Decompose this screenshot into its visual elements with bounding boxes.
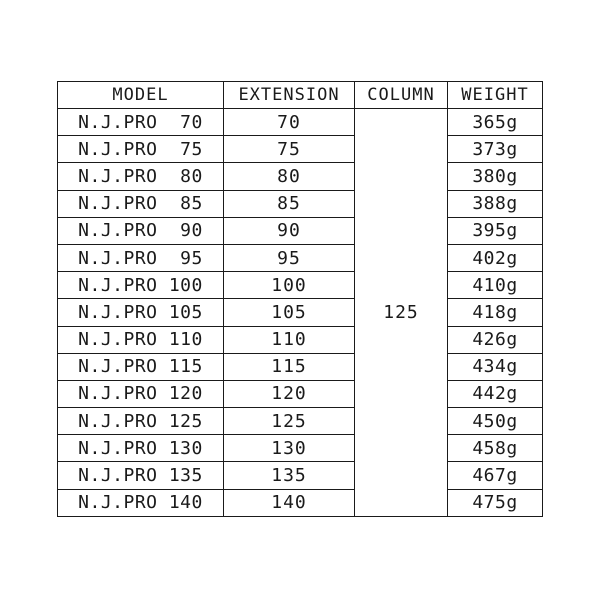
table-row — [58, 136, 543, 163]
model-cell: N.J.PRO 115 — [58, 353, 224, 380]
table-row — [58, 190, 543, 217]
table-body — [58, 109, 543, 517]
extension-cell: 105 — [224, 299, 355, 326]
model-cell: N.J.PRO 135 — [58, 462, 224, 489]
weight-cell: 410g — [448, 272, 543, 299]
model-cell: N.J.PRO 75 — [58, 136, 224, 163]
model-cell: N.J.PRO 90 — [58, 217, 224, 244]
model-cell: N.J.PRO 120 — [58, 380, 224, 407]
spec-table — [57, 81, 543, 517]
extension-cell: 85 — [224, 190, 355, 217]
model-cell: N.J.PRO 100 — [58, 272, 224, 299]
weight-cell: 434g — [448, 353, 543, 380]
weight-cell: 475g — [448, 489, 543, 516]
table-row — [58, 489, 543, 516]
weight-cell: 467g — [448, 462, 543, 489]
weight-cell: 458g — [448, 435, 543, 462]
extension-cell: 125 — [224, 408, 355, 435]
extension-cell: 75 — [224, 136, 355, 163]
model-cell: N.J.PRO 140 — [58, 489, 224, 516]
header-model: MODEL — [58, 82, 224, 109]
extension-cell: 140 — [224, 489, 355, 516]
extension-cell: 95 — [224, 244, 355, 271]
weight-cell: 418g — [448, 299, 543, 326]
header-column: COLUMN — [355, 82, 448, 109]
extension-cell: 100 — [224, 272, 355, 299]
model-cell: N.J.PRO 95 — [58, 244, 224, 271]
extension-cell: 70 — [224, 109, 355, 136]
header-extension: EXTENSION — [224, 82, 355, 109]
model-cell: N.J.PRO 80 — [58, 163, 224, 190]
table-row — [58, 109, 543, 136]
weight-cell: 442g — [448, 380, 543, 407]
extension-cell: 135 — [224, 462, 355, 489]
model-cell: N.J.PRO 110 — [58, 326, 224, 353]
weight-cell: 388g — [448, 190, 543, 217]
table-row — [58, 244, 543, 271]
model-cell: N.J.PRO 105 — [58, 299, 224, 326]
table-row — [58, 408, 543, 435]
extension-cell: 115 — [224, 353, 355, 380]
extension-cell: 130 — [224, 435, 355, 462]
extension-cell: 110 — [224, 326, 355, 353]
table-row — [58, 380, 543, 407]
extension-cell: 90 — [224, 217, 355, 244]
header-weight: WEIGHT — [448, 82, 543, 109]
model-cell: N.J.PRO 130 — [58, 435, 224, 462]
weight-cell: 395g — [448, 217, 543, 244]
table-row — [58, 326, 543, 353]
extension-cell: 120 — [224, 380, 355, 407]
model-cell: N.J.PRO 85 — [58, 190, 224, 217]
table-row — [58, 217, 543, 244]
table-row — [58, 272, 543, 299]
weight-cell: 365g — [448, 109, 543, 136]
model-cell: N.J.PRO 70 — [58, 109, 224, 136]
table-row — [58, 163, 543, 190]
weight-cell: 373g — [448, 136, 543, 163]
table-row — [58, 462, 543, 489]
header-row — [58, 82, 543, 109]
model-cell: N.J.PRO 125 — [58, 408, 224, 435]
weight-cell: 426g — [448, 326, 543, 353]
extension-cell: 80 — [224, 163, 355, 190]
table-row — [58, 299, 543, 326]
column-cell: 125 — [355, 109, 448, 517]
weight-cell: 450g — [448, 408, 543, 435]
weight-cell: 380g — [448, 163, 543, 190]
table-row — [58, 435, 543, 462]
weight-cell: 402g — [448, 244, 543, 271]
table-row — [58, 353, 543, 380]
